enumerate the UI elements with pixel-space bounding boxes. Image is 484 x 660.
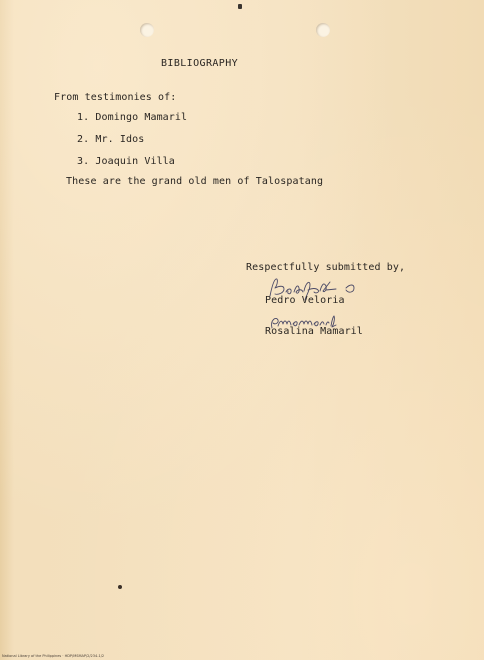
- source-item: 2. Mr. Idos: [77, 134, 145, 145]
- page-mark: [238, 4, 242, 9]
- signer-name: Pedro Veloria: [265, 295, 345, 306]
- punch-hole: [140, 23, 154, 37]
- source-item: 1. Domingo Mamaril: [77, 112, 188, 123]
- punch-hole: [316, 23, 330, 37]
- ink-spot: [118, 585, 122, 589]
- source-item: 3. Joaquin Villa: [77, 156, 175, 167]
- archive-footer: National Library of the Philippines · HDP/MSMAP/2/234-1/2: [2, 654, 105, 658]
- intro-line: From testimonies of:: [54, 92, 177, 103]
- signer-name: Rosalina Mamaril: [265, 326, 363, 337]
- submitted-by-line: Respectfully submitted by,: [246, 262, 406, 273]
- closing-line: These are the grand old men of Talospatang: [66, 176, 324, 187]
- document-title: BIBLIOGRAPHY: [161, 58, 239, 69]
